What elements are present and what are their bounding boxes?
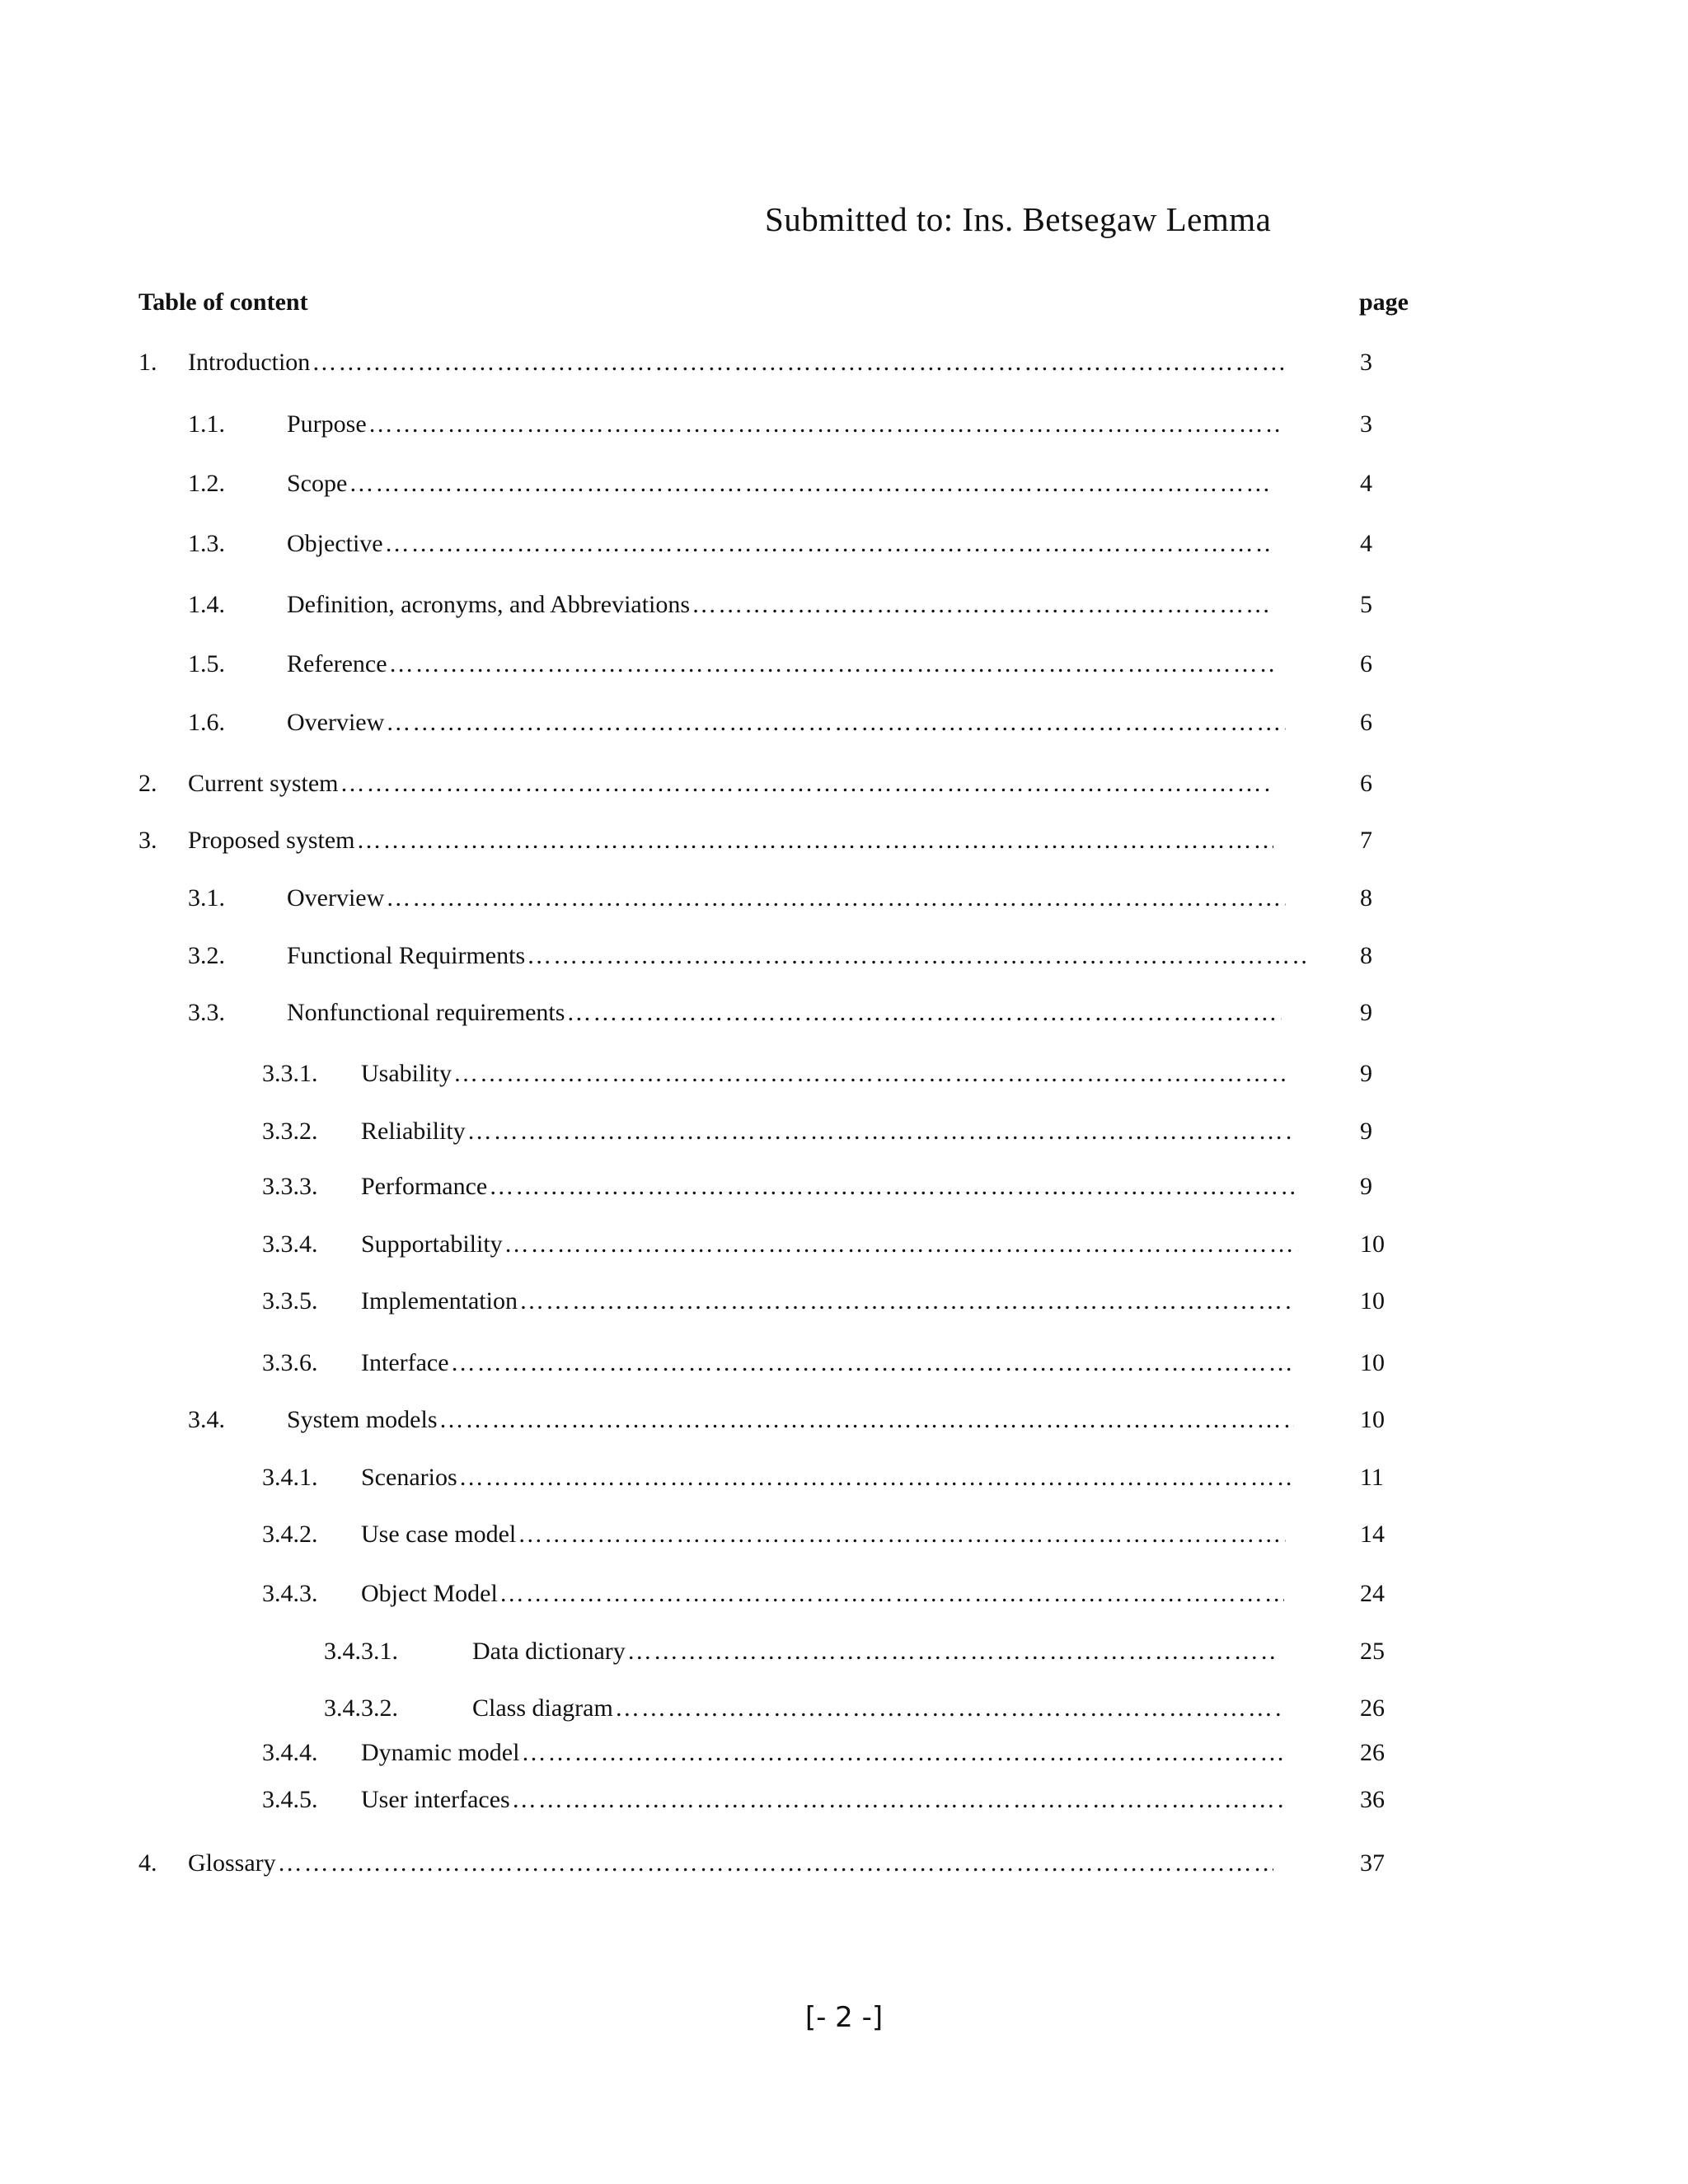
toc-entry-number: 3.3.4. <box>262 1230 318 1258</box>
toc-entry-number: 3.1. <box>188 884 225 912</box>
toc-entry-title: Scope <box>287 470 348 497</box>
toc-entry[interactable] <box>0 1735 1688 1771</box>
toc-entry-page: 8 <box>1360 942 1372 969</box>
dot-leader <box>386 880 1286 916</box>
toc-entry[interactable] <box>0 344 1688 381</box>
toc-entry-page: 11 <box>1360 1464 1384 1491</box>
toc-entry[interactable] <box>0 1226 1688 1263</box>
toc-entry-number: 3.4. <box>188 1406 225 1433</box>
toc-entry[interactable] <box>0 1633 1688 1670</box>
toc-entry-title-with-leader <box>287 646 1276 682</box>
toc-entry-number: 3.3.5. <box>262 1287 318 1315</box>
toc-entry-number: 3. <box>138 827 157 854</box>
toc-entry-title: Proposed system <box>188 827 355 854</box>
toc-entry-number: 3.3.3. <box>262 1173 318 1200</box>
dot-leader <box>451 1345 1294 1381</box>
dot-leader <box>459 1460 1294 1496</box>
toc-entry-page: 9 <box>1360 999 1372 1026</box>
toc-entry-number: 1.5. <box>188 650 225 677</box>
toc-entry-title-with-leader <box>188 766 1273 802</box>
toc-entry-title: System models <box>287 1406 438 1433</box>
toc-entry[interactable] <box>0 880 1688 916</box>
toc-entry-number: 3.3. <box>188 999 225 1026</box>
toc-entry-title: Object Model <box>361 1580 498 1607</box>
toc-entry[interactable] <box>0 1345 1688 1381</box>
toc-entry-title: Objective <box>287 530 383 557</box>
toc-entry[interactable] <box>0 1576 1688 1612</box>
dot-leader <box>439 1402 1294 1438</box>
submitted-to-line: Submitted to: Ins. Betsegaw Lemma <box>765 200 1272 238</box>
toc-entry-number: 1.2. <box>188 470 225 497</box>
toc-entry-page: 7 <box>1360 827 1372 854</box>
toc-entry[interactable] <box>0 466 1688 502</box>
toc-entry-title-with-leader <box>188 823 1273 859</box>
dot-leader <box>368 406 1282 443</box>
toc-entry-number: 1.1. <box>188 410 225 438</box>
toc-entry-page: 37 <box>1360 1849 1385 1877</box>
dot-leader <box>692 587 1269 623</box>
toc-entry-title: Scenarios <box>361 1464 457 1491</box>
toc-entry-number: 1.4. <box>188 591 225 618</box>
toc-entry-title-with-leader <box>361 1056 1286 1092</box>
toc-entry[interactable] <box>0 1113 1688 1150</box>
dot-leader <box>499 1576 1284 1612</box>
toc-entry[interactable] <box>0 995 1688 1031</box>
toc-entry-title-with-leader <box>287 587 1269 623</box>
toc-entry-title-with-leader <box>361 1735 1286 1771</box>
toc-entry-page: 6 <box>1360 650 1372 677</box>
dot-leader <box>386 705 1286 741</box>
toc-entry-page: 14 <box>1360 1521 1385 1548</box>
toc-entry-title: Introduction <box>188 349 311 376</box>
toc-entry-title-with-leader <box>287 880 1286 916</box>
toc-entry[interactable] <box>0 938 1688 974</box>
toc-entry-page: 26 <box>1360 1694 1385 1722</box>
page-number-footer: [- 2 -] <box>804 2001 884 2034</box>
toc-entry-title-with-leader <box>361 1113 1294 1150</box>
toc-entry-page: 9 <box>1360 1060 1372 1087</box>
toc-entry-number: 4. <box>138 1849 157 1877</box>
toc-entry-number: 3.3.1. <box>262 1060 318 1087</box>
toc-entry-title: Use case model <box>361 1521 517 1548</box>
toc-entry-page: 6 <box>1360 770 1372 797</box>
toc-entry-number: 3.4.1. <box>262 1464 318 1491</box>
toc-entry-number: 3.3.2. <box>262 1118 318 1145</box>
toc-entry-title-with-leader <box>287 938 1306 974</box>
toc-entry-title: Usability <box>361 1060 452 1087</box>
toc-entry-title-with-leader <box>472 1690 1282 1727</box>
toc-entry-page: 26 <box>1360 1739 1385 1766</box>
toc-entry-title: Definition, acronyms, and Abbreviations <box>287 591 691 618</box>
toc-entry-number: 1.6. <box>188 709 225 736</box>
toc-entry-number: 3.4.3.2. <box>324 1694 398 1722</box>
dot-leader <box>340 766 1273 802</box>
dot-leader <box>512 1782 1286 1818</box>
dot-leader <box>453 1056 1286 1092</box>
toc-entry-number: 2. <box>138 770 157 797</box>
toc-entry-number: 1.3. <box>188 530 225 557</box>
toc-entry-page: 36 <box>1360 1786 1385 1813</box>
toc-entry[interactable] <box>0 1782 1688 1818</box>
toc-entry-title-with-leader <box>361 1345 1294 1381</box>
toc-entry-title-with-leader <box>361 1283 1294 1319</box>
toc-entry-page: 5 <box>1360 591 1372 618</box>
dot-leader <box>504 1226 1298 1263</box>
dot-leader <box>518 1516 1286 1553</box>
toc-entry-title: Interface <box>361 1349 449 1376</box>
toc-entry-title: Purpose <box>287 410 367 438</box>
toc-page-column-label: page <box>1359 288 1409 316</box>
toc-entry-title: Current system <box>188 770 339 797</box>
dot-leader <box>357 823 1274 859</box>
toc-entry[interactable] <box>0 1169 1688 1205</box>
dot-leader <box>519 1283 1294 1319</box>
dot-leader <box>467 1113 1294 1150</box>
toc-title: Table of content <box>138 288 308 316</box>
toc-entry[interactable] <box>0 1056 1688 1092</box>
toc-entry-title: Functional Requirments <box>287 942 526 969</box>
toc-entry-page: 9 <box>1360 1118 1372 1145</box>
toc-entry-title: Reliability <box>361 1118 466 1145</box>
toc-entry-title-with-leader <box>188 1845 1273 1882</box>
toc-entry-title-with-leader <box>287 406 1282 443</box>
dot-leader <box>627 1633 1276 1670</box>
toc-entry-page: 24 <box>1360 1580 1385 1607</box>
toc-entry-title: Overview <box>287 709 385 736</box>
toc-entry-page: 25 <box>1360 1638 1385 1665</box>
toc-entry-title: Reference <box>287 650 387 677</box>
toc-entry[interactable] <box>0 1402 1688 1438</box>
toc-entry-title: Supportability <box>361 1230 503 1258</box>
toc-entry[interactable] <box>0 766 1688 802</box>
toc-entry[interactable] <box>0 1516 1688 1553</box>
toc-entry-page: 4 <box>1360 530 1372 557</box>
dot-leader <box>566 995 1282 1031</box>
toc-entry-page: 8 <box>1360 884 1372 912</box>
toc-entry-title-with-leader <box>287 705 1286 741</box>
toc-entry-number: 3.2. <box>188 942 225 969</box>
toc-entry-number: 3.4.2. <box>262 1521 318 1548</box>
toc-entry-title: Class diagram <box>472 1694 613 1722</box>
toc-entry-title-with-leader <box>188 344 1286 381</box>
toc-entry-title: Dynamic model <box>361 1739 520 1766</box>
toc-entry-page: 10 <box>1360 1287 1385 1315</box>
toc-entry-page: 4 <box>1360 470 1372 497</box>
toc-entry-page: 10 <box>1360 1349 1385 1376</box>
toc-entry-number: 3.4.3.1. <box>324 1638 398 1665</box>
dot-leader <box>615 1690 1282 1727</box>
toc-entry-title-with-leader <box>287 1402 1294 1438</box>
toc-entry-title-with-leader <box>287 526 1269 562</box>
toc-entry-number: 1. <box>138 349 157 376</box>
toc-entry-title: User interfaces <box>361 1786 510 1813</box>
toc-entry-title: Nonfunctional requirements <box>287 999 565 1026</box>
toc-entry-title: Overview <box>287 884 385 912</box>
toc-entry-number: 3.4.3. <box>262 1580 318 1607</box>
toc-entry-page: 10 <box>1360 1230 1385 1258</box>
dot-leader <box>527 938 1306 974</box>
toc-entry[interactable] <box>0 526 1688 562</box>
toc-entry-number: 3.3.6. <box>262 1349 318 1376</box>
dot-leader <box>349 466 1273 502</box>
toc-entry[interactable] <box>0 823 1688 859</box>
toc-entry[interactable] <box>0 1460 1688 1496</box>
dot-leader <box>521 1735 1286 1771</box>
toc-entry-title-with-leader <box>287 466 1273 502</box>
toc-entry[interactable] <box>0 705 1688 741</box>
toc-entry-title-with-leader <box>361 1576 1284 1612</box>
toc-entry-title: Implementation <box>361 1287 518 1315</box>
toc-entry[interactable] <box>0 1690 1688 1727</box>
toc-entry-title-with-leader <box>287 995 1282 1031</box>
toc-entry-title: Data dictionary <box>472 1638 626 1665</box>
toc-entry-title: Performance <box>361 1173 488 1200</box>
dot-leader <box>385 526 1269 562</box>
toc-entry-title-with-leader <box>361 1782 1286 1818</box>
toc-entry[interactable] <box>0 406 1688 443</box>
toc-entry-title-with-leader <box>361 1169 1294 1205</box>
toc-entry-number: 3.4.5. <box>262 1786 318 1813</box>
toc-entry[interactable] <box>0 587 1688 623</box>
toc-entry-page: 3 <box>1360 349 1372 376</box>
toc-entry-number: 3.4.4. <box>262 1739 318 1766</box>
dot-leader <box>489 1169 1294 1205</box>
toc-entry-page: 6 <box>1360 709 1372 736</box>
toc-entry-title: Glossary <box>188 1849 276 1877</box>
toc-entry[interactable] <box>0 1845 1688 1882</box>
dot-leader <box>389 646 1276 682</box>
toc-entry-page: 9 <box>1360 1173 1372 1200</box>
dot-leader <box>278 1845 1273 1882</box>
toc-entry-title-with-leader <box>472 1633 1276 1670</box>
toc-entry[interactable] <box>0 646 1688 682</box>
toc-entry-title-with-leader <box>361 1226 1298 1263</box>
toc-entry-page: 3 <box>1360 410 1372 438</box>
dot-leader <box>312 344 1286 381</box>
toc-entry-title-with-leader <box>361 1516 1286 1553</box>
toc-entry-title-with-leader <box>361 1460 1294 1496</box>
toc-entry[interactable] <box>0 1283 1688 1319</box>
toc-entry-page: 10 <box>1360 1406 1385 1433</box>
